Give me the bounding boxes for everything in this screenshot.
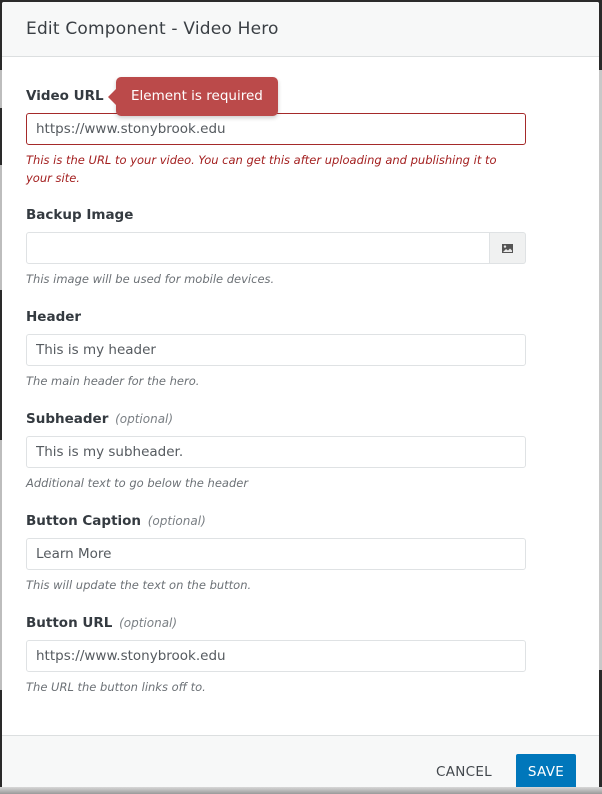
backup-image-input-group bbox=[26, 232, 526, 264]
header-label-text: Header bbox=[26, 309, 82, 325]
modal-body bbox=[2, 57, 599, 696]
image-picker-button[interactable] bbox=[490, 232, 526, 264]
backup-image-label-text: Backup Image bbox=[26, 207, 134, 223]
button-caption-help: This will update the text on the button. bbox=[26, 578, 252, 592]
button-caption-label bbox=[26, 511, 526, 531]
button-caption-input[interactable] bbox=[26, 538, 526, 570]
header-label bbox=[26, 307, 526, 327]
header-help: The main header for the hero. bbox=[26, 374, 200, 388]
optional-tag: (optional) bbox=[119, 616, 178, 630]
required-error-tooltip: Element is required bbox=[116, 77, 278, 116]
optional-tag: (optional) bbox=[115, 412, 174, 426]
window-bottom-edge bbox=[0, 787, 602, 794]
button-url-help: The URL the button links off to. bbox=[26, 680, 206, 694]
subheader-label bbox=[26, 409, 526, 429]
backup-image-help: This image will be used for mobile devices. bbox=[26, 272, 275, 286]
cancel-button[interactable]: CANCEL bbox=[428, 755, 500, 789]
modal-title: Edit Component - Video Hero bbox=[26, 19, 279, 39]
subheader-help: Additional text to go below the header bbox=[26, 476, 249, 490]
field-button-url bbox=[26, 613, 526, 696]
video-url-input[interactable] bbox=[26, 113, 526, 145]
subheader-label-text: Subheader bbox=[26, 411, 109, 427]
save-button[interactable]: SAVE bbox=[516, 754, 576, 790]
modal-footer bbox=[2, 735, 599, 794]
field-header bbox=[26, 307, 526, 390]
button-url-input[interactable] bbox=[26, 640, 526, 672]
subheader-input[interactable] bbox=[26, 436, 526, 468]
field-button-caption bbox=[26, 511, 526, 594]
video-url-label-text: Video URL bbox=[26, 88, 104, 104]
field-backup-image bbox=[26, 205, 526, 288]
header-input[interactable] bbox=[26, 334, 526, 366]
edit-component-modal bbox=[2, 2, 599, 794]
backup-image-label bbox=[26, 205, 526, 225]
button-url-label bbox=[26, 613, 526, 633]
button-caption-label-text: Button Caption bbox=[26, 513, 142, 529]
image-icon bbox=[502, 244, 513, 253]
video-url-help: This is the URL to your video. You can get this after uploading and publishing it to your site. bbox=[26, 153, 497, 185]
modal-header bbox=[2, 2, 599, 57]
optional-tag: (optional) bbox=[147, 514, 206, 528]
backup-image-input[interactable] bbox=[26, 232, 490, 264]
button-url-label-text: Button URL bbox=[26, 615, 113, 631]
field-subheader bbox=[26, 409, 526, 492]
